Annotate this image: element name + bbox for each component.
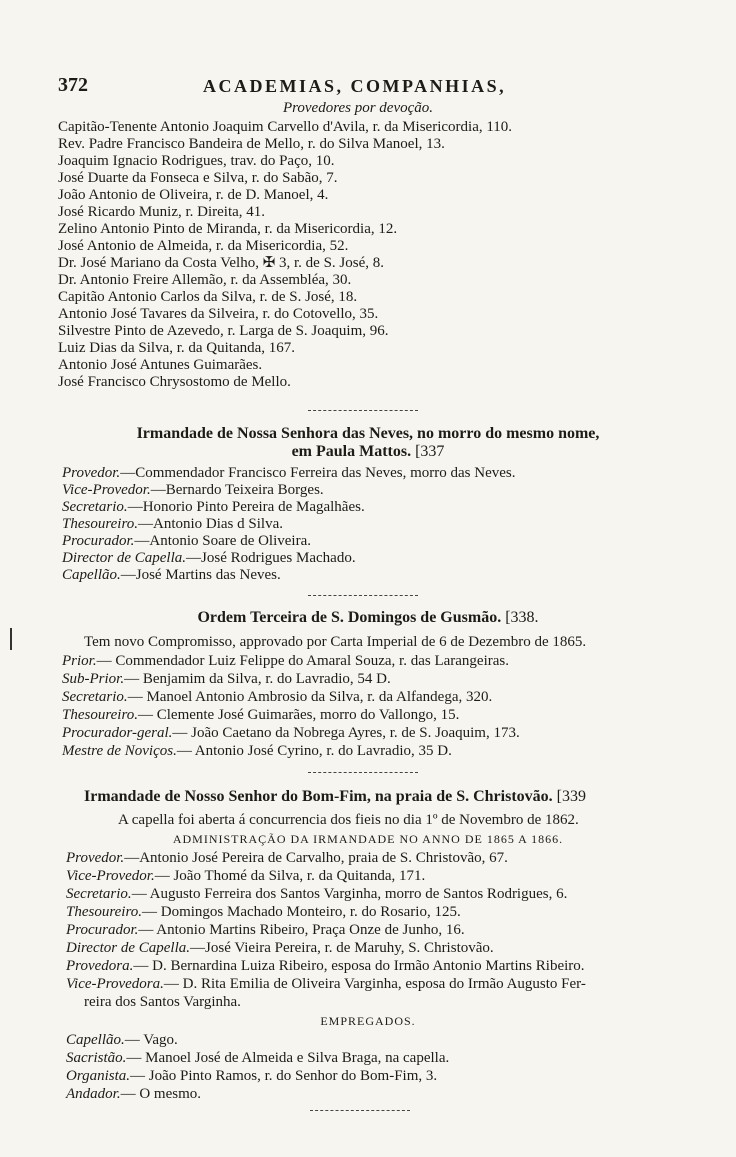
officer-row — [62, 689, 492, 706]
officer-role: Prior. — [62, 653, 97, 669]
officer-row — [62, 743, 452, 760]
employee-role: Andador. — [66, 1086, 121, 1102]
provedores-heading: Provedores por devoção. — [282, 100, 434, 116]
officer-role: Provedor. — [66, 850, 125, 866]
officer-row — [62, 482, 324, 499]
officer-name: — Manoel Antonio Ambrosio da Silva, r. da Alfandega, 320. — [127, 689, 493, 705]
employee-row — [66, 1068, 437, 1085]
section-title-neves-cont — [58, 443, 678, 460]
officer-name: —Antonio José Pereira de Carvalho, praia de S. Christovão, 67. — [124, 850, 508, 866]
officer-role: Mestre de Noviços. — [62, 743, 177, 759]
officer-role: Procurador-geral. — [62, 725, 173, 741]
list-item: Capitão-Tenente Antonio Joaquim Carvello d'Avila, r. da Misericordia, 110. — [58, 119, 513, 135]
officer-role: Vice-Provedora. — [66, 976, 164, 992]
officer-role: Thesoureiro. — [62, 707, 138, 723]
officer-name: —José Rodrigues Machado. — [186, 550, 356, 566]
officer-role: Provedor. — [62, 465, 121, 481]
officer-row — [66, 922, 465, 939]
officer-name: —José Martins das Neves. — [120, 567, 281, 583]
list-item: Zelino Antonio Pinto de Miranda, r. da Misericordia, 12. — [58, 221, 398, 237]
officer-name: —Antonio Dias d Silva. — [137, 516, 283, 532]
officer-row — [62, 499, 365, 516]
officer-role: Procurador. — [66, 922, 139, 938]
officer-name: —Bernardo Teixeira Borges. — [150, 482, 324, 498]
officer-role: Thesoureiro. — [66, 904, 142, 920]
officer-row — [62, 725, 520, 742]
officer-role: Capellão. — [62, 567, 121, 583]
employee-role: Sacristão. — [66, 1050, 127, 1066]
officer-name: — D. Bernardina Luiza Ribeiro, esposa do Irmão Antonio Martins Ribeiro. — [133, 958, 585, 974]
officer-row — [66, 868, 425, 885]
officer-role: Secretario. — [66, 886, 132, 902]
section-title-gusmao-row — [58, 609, 678, 626]
officer-role: Provedora. — [66, 958, 134, 974]
employees-heading: EMPREGADOS. — [320, 1014, 416, 1028]
officer-name: — Augusto Ferreira dos Santos Varginha, morro de Santos Rodrigues, 6. — [131, 886, 568, 902]
officer-row — [66, 940, 494, 957]
list-item: Antonio José Antunes Guimarães. — [58, 357, 263, 373]
list-item: Capitão Antonio Carlos da Silva, r. de S. José, 18. — [58, 289, 358, 305]
officer-row — [66, 958, 585, 975]
officer-role: Vice-Provedor. — [62, 482, 151, 498]
officer-row — [62, 671, 391, 688]
officer-name: —Commendador Francisco Ferreira das Neves, morro das Neves. — [120, 465, 516, 481]
running-title: ACADEMIAS, COMPANHIAS, — [203, 76, 507, 96]
list-item: José Duarte da Fonseca e Silva, r. do Sabão, 7. — [58, 170, 338, 186]
officer-role: Director de Capella. — [62, 550, 187, 566]
section-note: A capella foi aberta á concurrencia dos fieis no dia 1º de Novembro de 1862. — [118, 812, 579, 828]
officer-row — [62, 653, 509, 670]
officer-role: Vice-Provedor. — [66, 868, 155, 884]
page-header — [58, 74, 658, 98]
margin-mark — [10, 628, 12, 650]
list-item: Joaquim Ignacio Rodrigues, trav. do Paço, 10. — [58, 153, 335, 169]
employee-row — [66, 1032, 178, 1049]
officer-row — [66, 904, 461, 921]
page-number: 372 — [58, 74, 88, 96]
officer-row — [62, 533, 311, 550]
officer-role: Secretario. — [62, 689, 128, 705]
section-divider — [310, 1110, 410, 1111]
list-item: José Ricardo Muniz, r. Direita, 41. — [58, 204, 266, 220]
list-item: José Francisco Chrysostomo de Mello. — [58, 374, 291, 390]
officer-row — [62, 550, 356, 567]
officer-name: — D. Rita Emilia de Oliveira Varginha, esposa do Irmão Augusto Fer- — [163, 976, 586, 992]
officer-name: — Benjamim da Silva, r. do Lavradio, 54 D. — [124, 671, 391, 687]
section-divider — [308, 595, 418, 596]
officer-name: — Clemente José Guimarães, morro do Vallongo, 15. — [137, 707, 460, 723]
officer-row — [62, 567, 281, 584]
officer-name: —Antonio Soare de Oliveira. — [134, 533, 311, 549]
list-item: Dr. José Mariano da Costa Velho, ✠ 3, r. de S. José, 8. — [58, 255, 385, 271]
employee-name: — Manoel José de Almeida e Silva Braga, na capella. — [126, 1050, 450, 1066]
list-item: Antonio José Tavares da Silveira, r. do Cotovello, 35. — [58, 306, 379, 322]
officer-row — [62, 516, 283, 533]
officer-row — [62, 707, 459, 724]
officer-continuation: reira dos Santos Varginha. — [84, 994, 241, 1010]
officer-name: — Domingos Machado Monteiro, r. do Rosario, 125. — [141, 904, 461, 920]
employee-name: — Vago. — [124, 1032, 178, 1048]
employee-name: — O mesmo. — [120, 1086, 202, 1102]
list-item: José Antonio de Almeida, r. da Misericordia, 52. — [58, 238, 349, 254]
list-item: Luiz Dias da Silva, r. da Quitanda, 167. — [58, 340, 296, 356]
section-divider — [308, 410, 418, 411]
officer-row — [62, 465, 516, 482]
employee-role: Capellão. — [66, 1032, 125, 1048]
employee-row — [66, 1086, 201, 1103]
list-item: Dr. Antonio Freire Allemão, r. da Assembléa, 30. — [58, 272, 352, 288]
officer-role: Sub-Prior. — [62, 671, 125, 687]
employee-role: Organista. — [66, 1068, 131, 1084]
officer-name: —José Vieira Pereira, r. de Maruhy, S. Christovão. — [190, 940, 494, 956]
section-title-bomfim: Irmandade de Nosso Senhor do Bom-Fim, na praia de S. Christovão. — [84, 788, 553, 805]
section-title-neves-place: em Paula Mattos. — [291, 443, 412, 460]
officer-name: — João Thomé da Silva, r. da Quitanda, 171. — [154, 868, 426, 884]
section-title-neves: Irmandade de Nossa Senhora das Neves, no morro do mesmo nome, — [136, 425, 600, 442]
section-note: Tem novo Compromisso, approvado por Carta Imperial de 6 de Dezembro de 1865. — [84, 634, 587, 650]
list-item: João Antonio de Oliveira, r. de D. Manoel, 4. — [58, 187, 329, 203]
officer-role: Procurador. — [62, 533, 135, 549]
officer-row — [66, 976, 586, 993]
employee-row — [66, 1050, 449, 1067]
officer-name: — João Caetano da Nobrega Ayres, r. de S. Joaquim, 173. — [172, 725, 520, 741]
officer-name: —Honorio Pinto Pereira de Magalhães. — [127, 499, 365, 515]
officer-role: Secretario. — [62, 499, 128, 515]
officer-row — [66, 886, 567, 903]
employee-name: — João Pinto Ramos, r. do Senhor do Bom-Fim, 3. — [130, 1068, 438, 1084]
officer-role: Thesoureiro. — [62, 516, 138, 532]
officer-row — [66, 850, 508, 867]
section-title-gusmao: Ordem Terceira de S. Domingos de Gusmão. — [197, 609, 502, 626]
section-ref: [338. — [505, 609, 539, 626]
officer-name: — Commendador Luiz Felippe do Amaral Souza, r. das Larangeiras. — [96, 653, 509, 669]
list-item: Rev. Padre Francisco Bandeira de Mello, r. do Silva Manoel, 13. — [58, 136, 445, 152]
section-ref: [339 — [556, 788, 586, 805]
admin-heading: ADMINISTRAÇÃO DA IRMANDADE NO ANNO DE 1865 A 1866. — [172, 832, 564, 846]
officer-role: Director de Capella. — [66, 940, 191, 956]
section-ref: [337 — [415, 443, 445, 460]
section-divider — [308, 772, 418, 773]
list-item: Silvestre Pinto de Azevedo, r. Larga de S. Joaquim, 96. — [58, 323, 389, 339]
officer-name: — Antonio José Cyrino, r. do Lavradio, 35 D. — [176, 743, 452, 759]
section-title-bomfim-row — [84, 788, 586, 805]
officer-name: — Antonio Martins Ribeiro, Praça Onze de Junho, 16. — [138, 922, 465, 938]
